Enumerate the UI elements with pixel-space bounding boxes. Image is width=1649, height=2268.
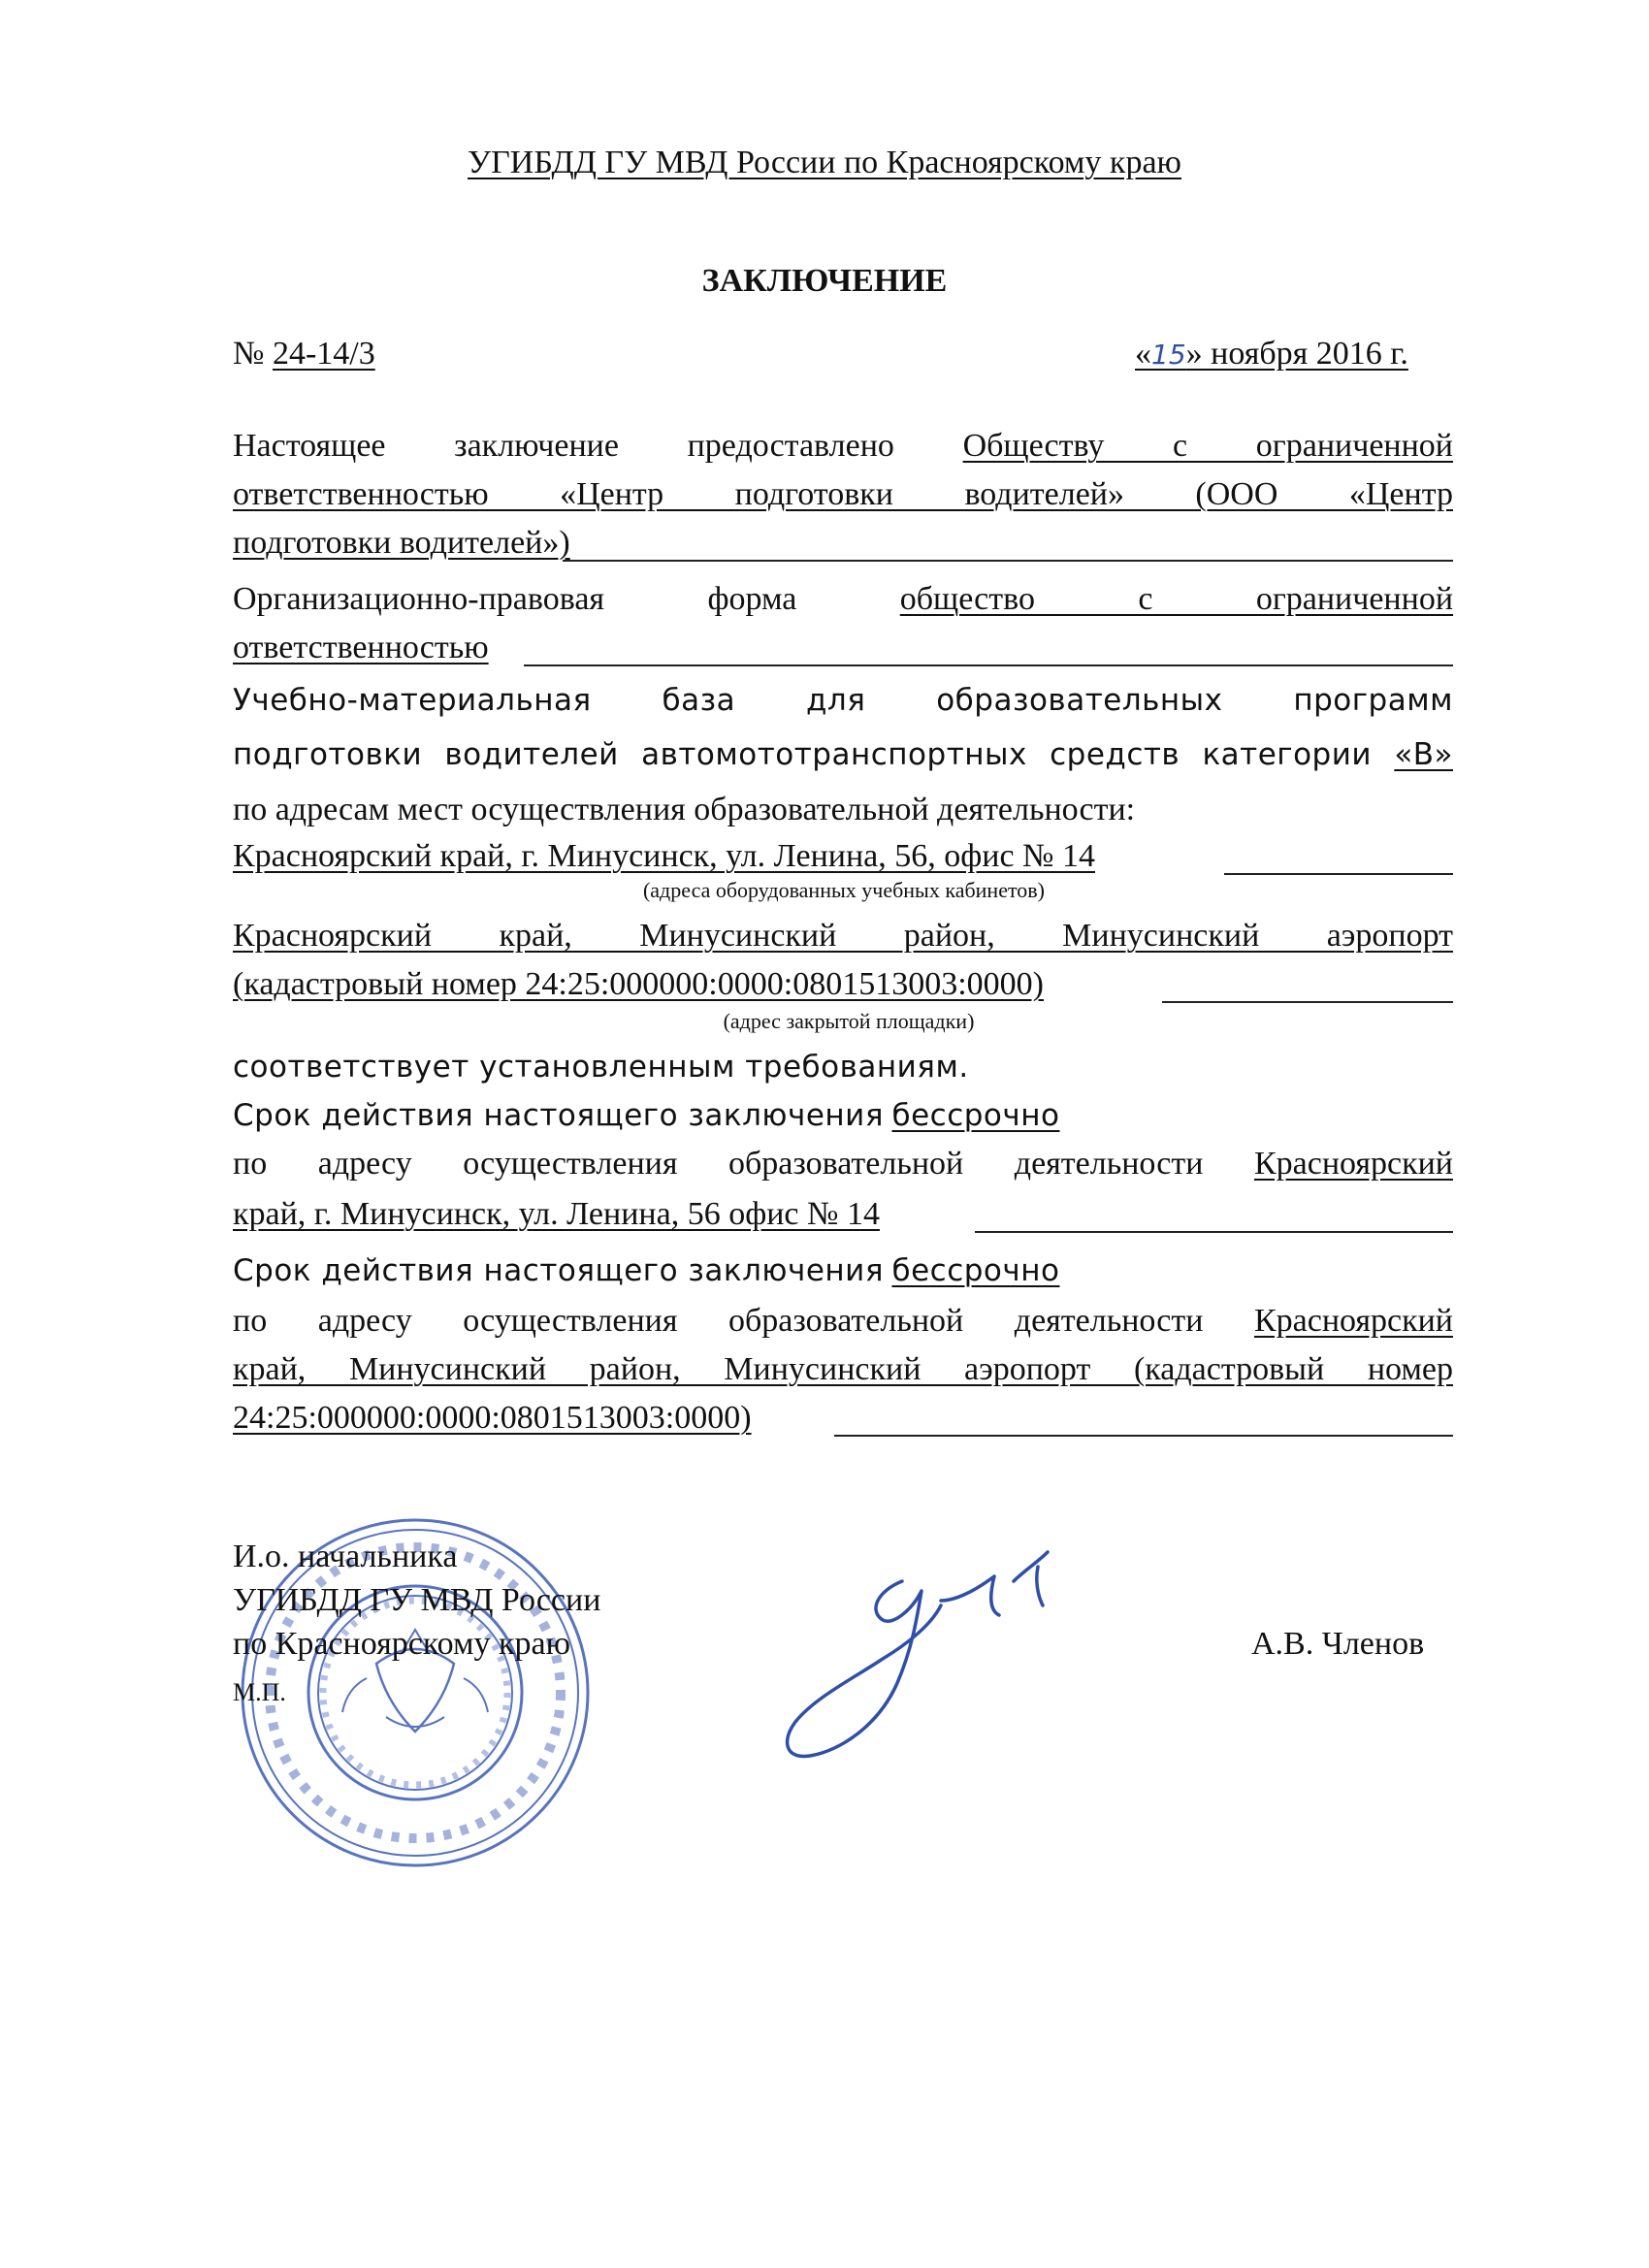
- body-line-3: подготовки водителей»): [233, 525, 570, 561]
- legal-form-value: общество с ограниченной: [899, 581, 1454, 617]
- body-line-5: ответственностью: [233, 630, 489, 665]
- fill-line: [524, 664, 1453, 666]
- addr2-lead: по адресу осуществления образовательной деятельности: [233, 1303, 1204, 1339]
- validity-2: [233, 1251, 1453, 1290]
- addr1-line-1: [233, 1145, 1453, 1183]
- number-prefix: №: [233, 336, 265, 372]
- recipient-org: Обществу с ограниченной: [962, 428, 1454, 464]
- fill-line: [1162, 1001, 1453, 1003]
- seal-place-mark: М.П.: [233, 1678, 286, 1706]
- body-line-7: [233, 735, 1453, 774]
- legal-form-lead: Организационно-правовая форма: [233, 581, 797, 617]
- signer-position-line-1: И.о. начальника: [233, 1539, 458, 1574]
- signer-name: А.В. Членов: [1251, 1626, 1425, 1662]
- addr2-tail: Красноярский: [1253, 1303, 1453, 1339]
- category-lead: подготовки водителей автомототранспортных средств категории: [233, 737, 1373, 772]
- validity-1: [233, 1096, 1453, 1135]
- body-line-2: ответственностью «Центр подготовки водителей» (ООО «Центр: [233, 476, 1453, 512]
- document-title: ЗАКЛЮЧЕНИЕ: [701, 263, 948, 299]
- site-address-line-2: (кадастровый номер 24:25:000000:0000:0801513003:0000): [233, 966, 1044, 1002]
- signer-position-line-3: по Красноярскому краю: [233, 1626, 571, 1662]
- signer-position-line-2: УГИБДД ГУ МВД России: [233, 1582, 601, 1618]
- caption-classrooms: (адреса оборудованных учебных кабинетов): [642, 878, 1046, 902]
- date-open-quote: «: [1135, 336, 1151, 372]
- addr1-lead: по адресу осуществления образовательной деятельности: [233, 1146, 1204, 1182]
- recipient-lead: Настоящее заключение предоставлено: [233, 428, 894, 464]
- number-value: 24-14/3: [272, 336, 375, 372]
- date-rest: » ноября 2016 г.: [1185, 336, 1408, 372]
- caption-site: (адрес закрытой площадки): [723, 1009, 975, 1033]
- body-line-1: [233, 427, 1453, 466]
- handwritten-date-day: 15: [1151, 339, 1186, 371]
- validity-value: бессрочно: [891, 1098, 1060, 1133]
- document-number: [233, 335, 375, 373]
- addr2-line-1: [233, 1302, 1453, 1341]
- handwritten-signature: [776, 1542, 1096, 1775]
- document-date: [1135, 335, 1408, 374]
- addr1-tail: Красноярский: [1253, 1146, 1453, 1182]
- fill-line: [975, 1231, 1453, 1233]
- addr1-line-2: край, г. Минусинск, ул. Ленина, 56 офис № 14: [233, 1196, 880, 1232]
- validity-lead: Срок действия настоящего заключения: [233, 1253, 884, 1288]
- fill-line: [563, 560, 1453, 562]
- fill-line: [834, 1435, 1453, 1437]
- addr2-line-2: край, Минусинский район, Минусинский аэропорт (кадастровый номер: [233, 1351, 1453, 1387]
- site-address-line-1: Красноярский край, Минусинский район, Минусинский аэропорт: [233, 918, 1453, 954]
- fill-line: [1224, 873, 1453, 875]
- category-value: «В»: [1394, 737, 1454, 772]
- classroom-address: Красноярский край, г. Минусинск, ул. Ленина, 56, офис № 14: [233, 838, 1095, 874]
- organization-header: УГИБДД ГУ МВД России по Красноярскому краю: [468, 145, 1181, 180]
- body-line-6: Учебно-материальная база для образовательных программ: [233, 683, 1453, 718]
- addr2-line-3: 24:25:000000:0000:0801513003:0000): [233, 1400, 752, 1436]
- compliance-statement: соответствует установленным требованиям.: [233, 1050, 969, 1085]
- body-line-8: по адресам мест осуществления образовательной деятельности:: [233, 792, 1136, 827]
- validity-lead: Срок действия настоящего заключения: [233, 1098, 884, 1133]
- validity-value: бессрочно: [891, 1253, 1060, 1288]
- body-line-4: [233, 580, 1453, 619]
